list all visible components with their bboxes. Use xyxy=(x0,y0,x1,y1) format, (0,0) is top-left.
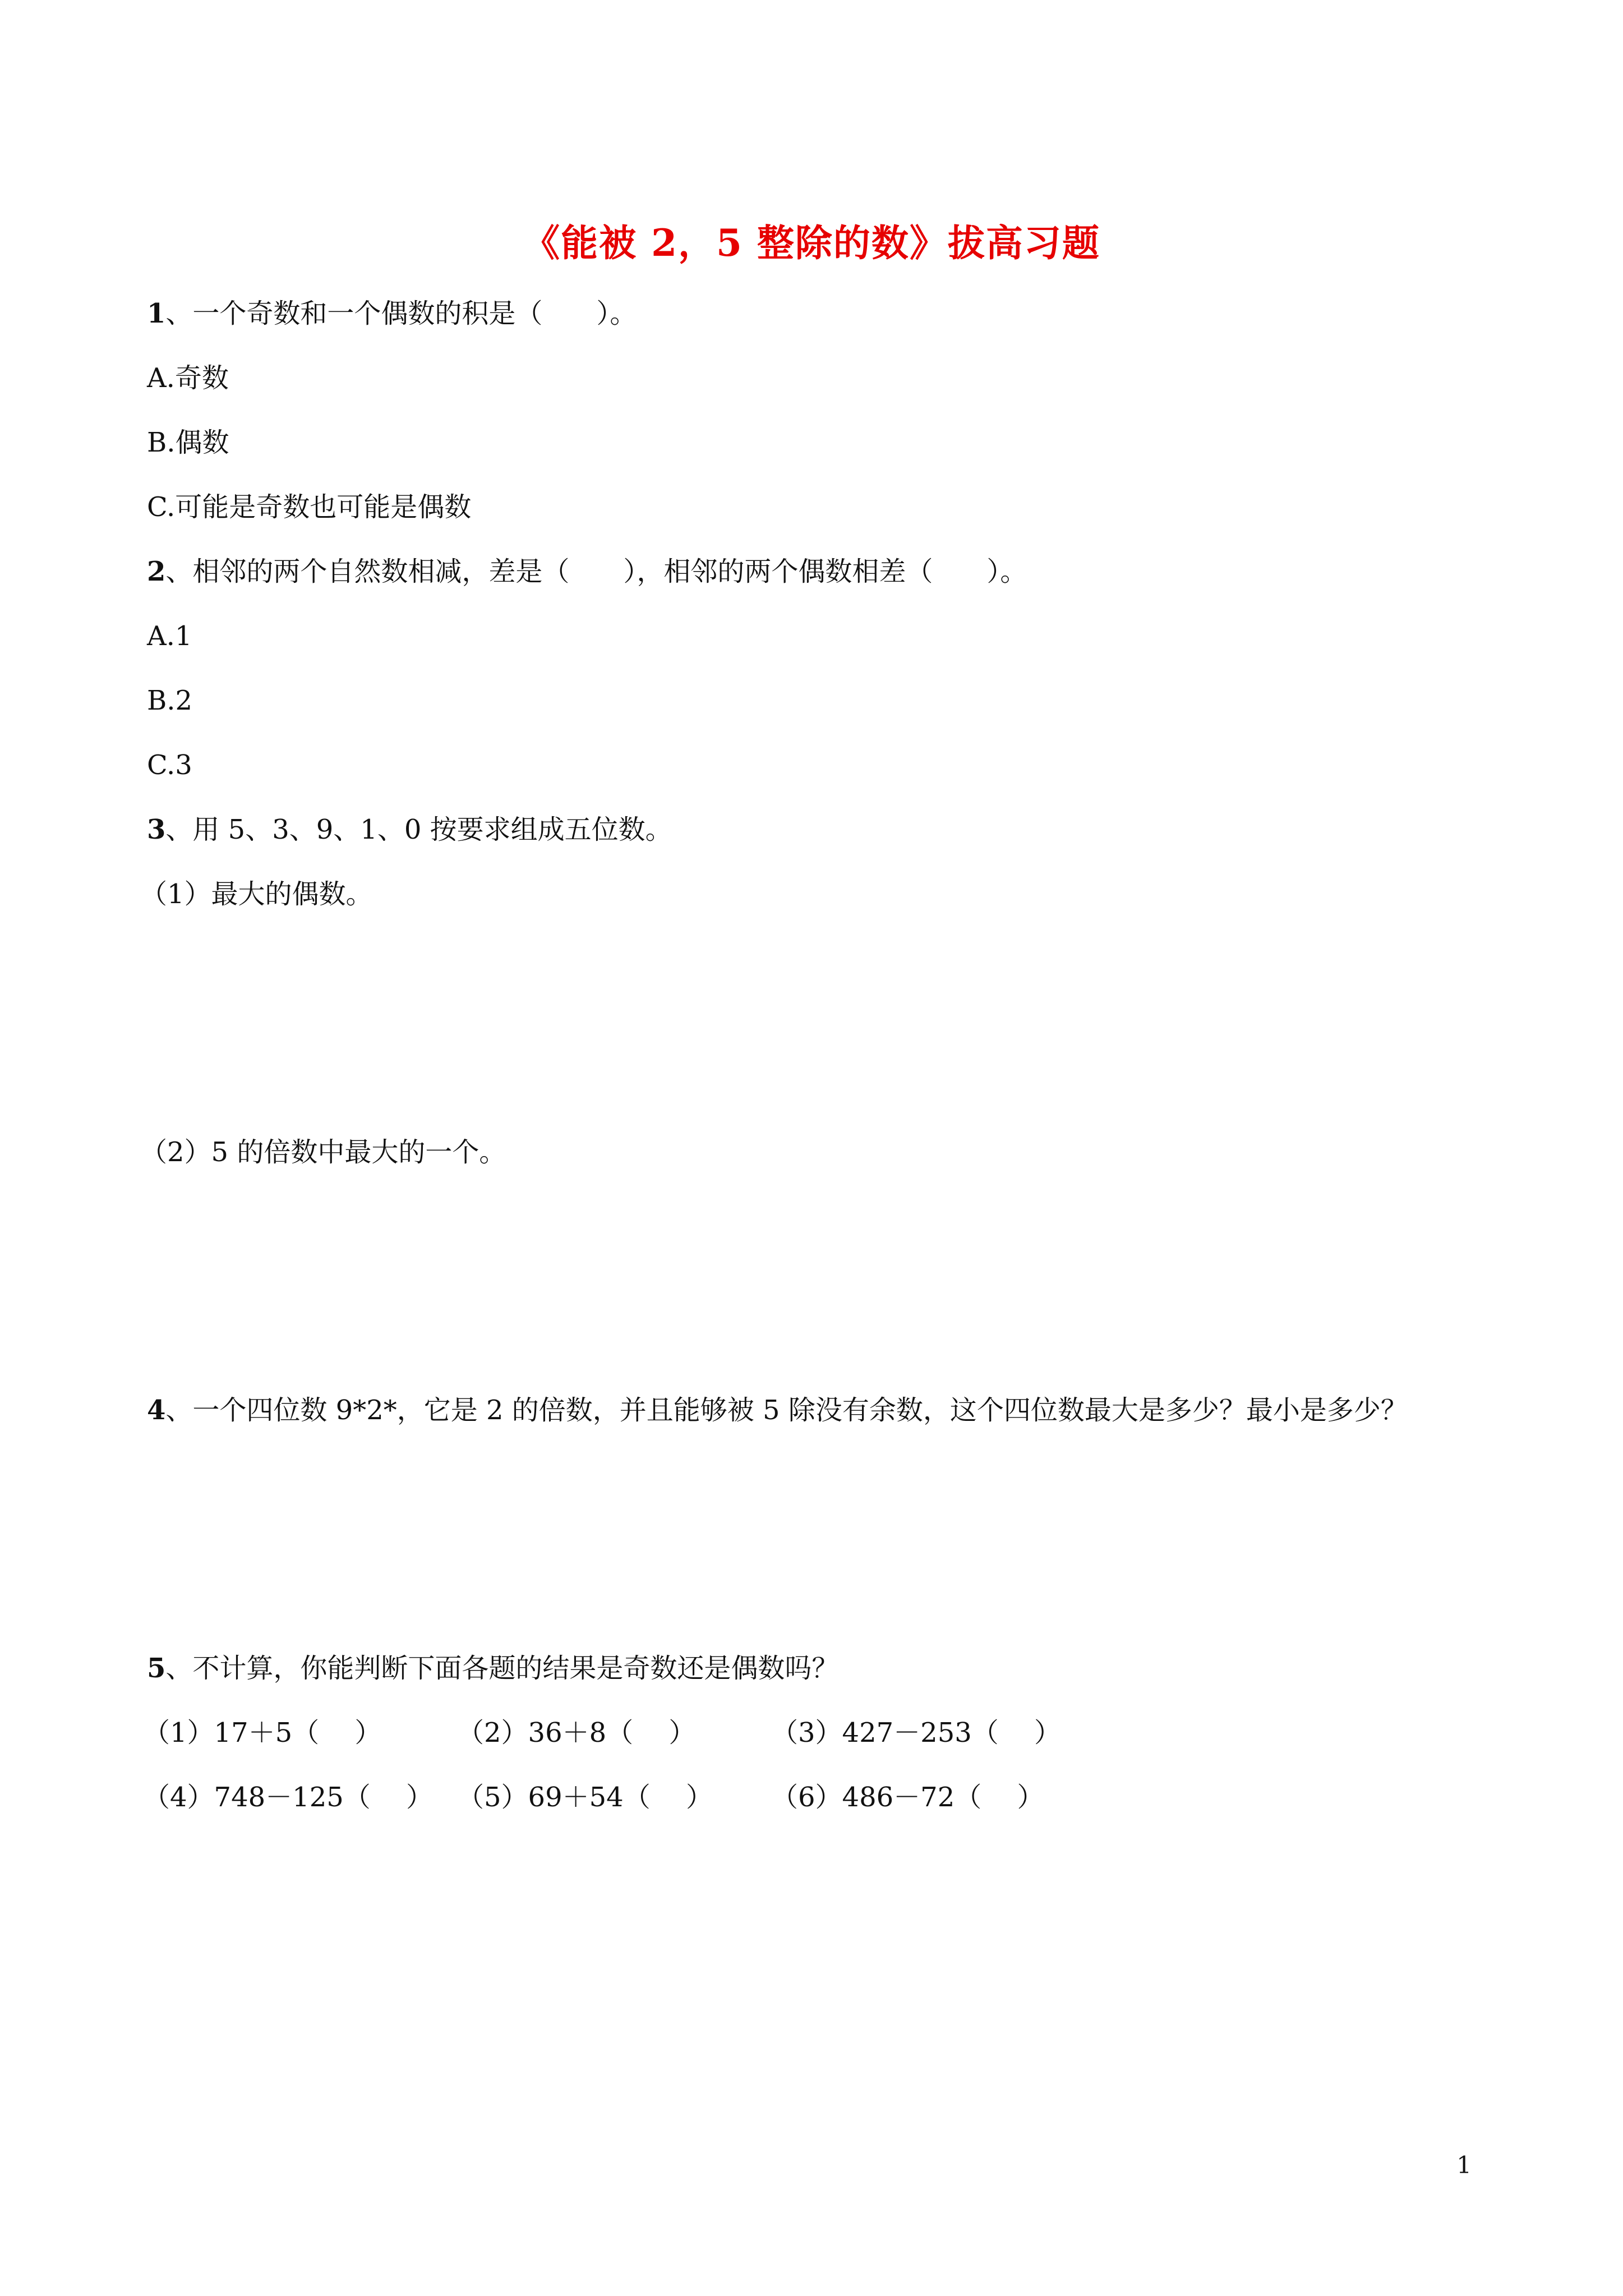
question-2-option-a: A.1 xyxy=(147,620,192,652)
question-1-option-a: A.奇数 xyxy=(147,362,229,394)
question-1-text: 、一个奇数和一个偶数的积是（ ）。 xyxy=(165,298,637,329)
question-1-option-b: B.偶数 xyxy=(147,427,229,458)
question-5-number: 5 xyxy=(147,1653,166,1684)
question-5 xyxy=(147,1655,838,1682)
question-5-item-3: （3）427－253（ ） xyxy=(771,1717,1062,1749)
question-4 xyxy=(147,1397,1408,1424)
question-2-option-b: B.2 xyxy=(147,685,193,716)
question-3-sub-2: （2）5 的倍数中最大的一个。 xyxy=(140,1137,506,1168)
page-number: 1 xyxy=(1456,2151,1472,2179)
question-4-number: 4 xyxy=(147,1395,166,1426)
question-2-text: 、相邻的两个自然数相减，差是（ ），相邻的两个偶数相差（ ）。 xyxy=(165,556,1027,587)
question-5-item-2: （2）36＋8（ ） xyxy=(457,1717,696,1749)
page-title: 《能被 2，5 整除的数》拔高习题 xyxy=(523,221,1100,265)
question-5-item-1: （1）17＋5（ ） xyxy=(143,1717,382,1749)
question-2 xyxy=(147,558,1027,585)
question-5-item-4: （4）748－125（ ） xyxy=(143,1782,434,1813)
question-1-number: 1 xyxy=(147,298,166,329)
question-5-item-5: （5）69＋54（ ） xyxy=(457,1782,713,1813)
question-3-text: 、用 5、3、9、1、0 按要求组成五位数。 xyxy=(165,814,672,845)
question-2-option-c: C.3 xyxy=(147,749,192,781)
question-5-text: 、不计算，你能判断下面各题的结果是奇数还是偶数吗？ xyxy=(165,1653,839,1684)
question-4-text: 、一个四位数 9*2*，它是 2 的倍数，并且能够被 5 除没有余数，这个四位数最大是多少？最小是多少？ xyxy=(165,1395,1408,1426)
question-1-option-c: C.可能是奇数也可能是偶数 xyxy=(147,491,472,523)
question-2-number: 2 xyxy=(147,556,166,587)
question-3-number: 3 xyxy=(147,814,166,845)
question-1 xyxy=(147,300,637,327)
question-3-sub-1: （1）最大的偶数。 xyxy=(140,878,373,910)
question-3 xyxy=(147,816,672,843)
question-5-item-6: （6）486－72（ ） xyxy=(771,1782,1044,1813)
